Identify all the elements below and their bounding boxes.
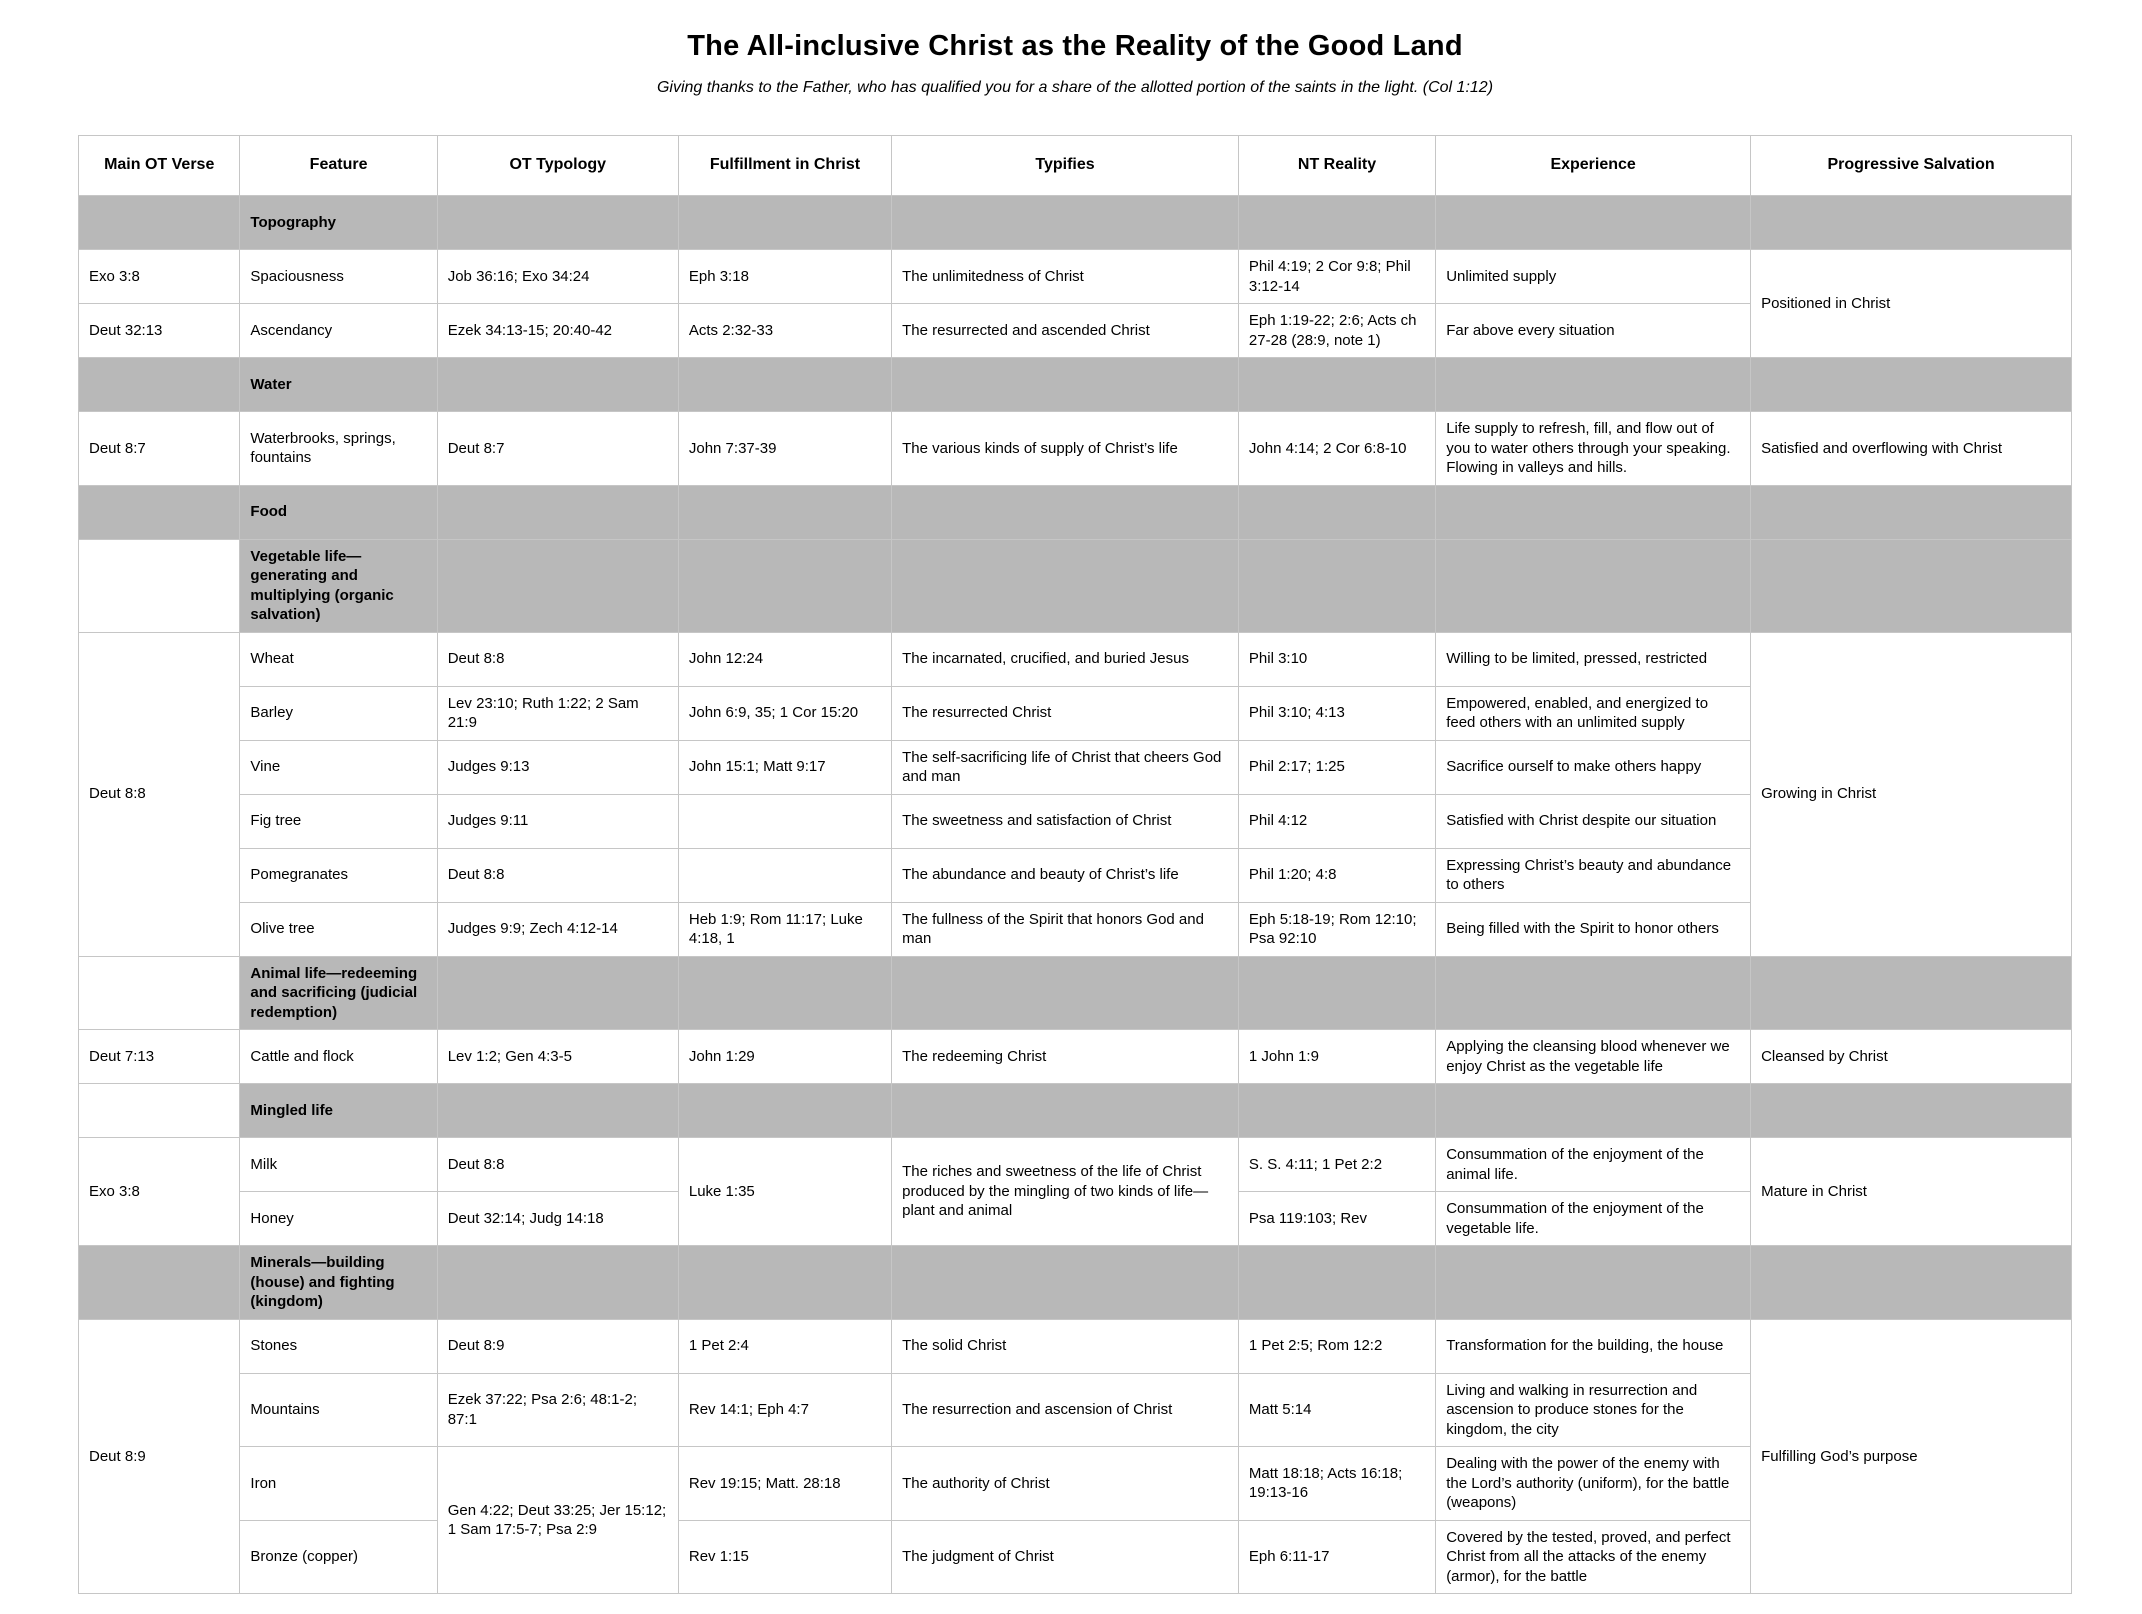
- table-cell: Gen 4:22; Deut 33:25; Jer 15:12; 1 Sam 17:5-7; Psa 2:9: [437, 1447, 678, 1594]
- table-cell: John 1:29: [678, 1030, 891, 1084]
- table-cell: Lev 1:2; Gen 4:3-5: [437, 1030, 678, 1084]
- header-row: [79, 136, 2072, 196]
- section-label: Water: [240, 358, 437, 412]
- section-label: Minerals—building (house) and fighting (kingdom): [240, 1246, 437, 1320]
- column-header-feature: Feature: [240, 136, 437, 196]
- section-cell: [892, 1246, 1239, 1320]
- table-cell: Olive tree: [240, 902, 437, 956]
- table-cell: The redeeming Christ: [892, 1030, 1239, 1084]
- column-header-experience: Experience: [1436, 136, 1751, 196]
- table-cell: Deut 8:7: [79, 412, 240, 486]
- table-header: [79, 136, 2072, 196]
- table-cell: Phil 4:19; 2 Cor 9:8; Phil 3:12-14: [1238, 250, 1435, 304]
- table-cell: Willing to be limited, pressed, restricted: [1436, 632, 1751, 686]
- section-cell: [437, 485, 678, 539]
- table-cell: Phil 3:10; 4:13: [1238, 686, 1435, 740]
- table-cell: The resurrected Christ: [892, 686, 1239, 740]
- section-row: [79, 1084, 2072, 1138]
- table-cell: Consummation of the enjoyment of the animal life.: [1436, 1138, 1751, 1192]
- table-cell: Phil 2:17; 1:25: [1238, 740, 1435, 794]
- section-cell: [1751, 485, 2072, 539]
- section-cell: [1436, 358, 1751, 412]
- table-cell: Phil 4:12: [1238, 794, 1435, 848]
- section-cell: [892, 358, 1239, 412]
- section-label: Vegetable life—generating and multiplying (organic salvation): [240, 539, 437, 632]
- section-cell: [79, 539, 240, 632]
- table-cell: Vine: [240, 740, 437, 794]
- section-cell: [1238, 358, 1435, 412]
- table-cell: The resurrection and ascension of Christ: [892, 1373, 1239, 1447]
- table-cell: Deut 7:13: [79, 1030, 240, 1084]
- section-cell: [678, 358, 891, 412]
- table-cell: Deut 32:14; Judg 14:18: [437, 1192, 678, 1246]
- section-cell: [79, 196, 240, 250]
- table-cell: The various kinds of supply of Christ’s life: [892, 412, 1239, 486]
- table-cell: The sweetness and satisfaction of Christ: [892, 794, 1239, 848]
- table-cell: Ezek 37:22; Psa 2:6; 48:1-2; 87:1: [437, 1373, 678, 1447]
- table-cell: The fullness of the Spirit that honors God and man: [892, 902, 1239, 956]
- table-cell: [678, 848, 891, 902]
- section-cell: [1751, 1246, 2072, 1320]
- table-cell: Satisfied with Christ despite our situation: [1436, 794, 1751, 848]
- section-cell: [892, 956, 1239, 1030]
- table-cell: Deut 32:13: [79, 304, 240, 358]
- table-cell: The authority of Christ: [892, 1447, 1239, 1521]
- section-cell: [79, 956, 240, 1030]
- section-row: [79, 196, 2072, 250]
- section-row: [79, 485, 2072, 539]
- section-cell: [1436, 539, 1751, 632]
- table-cell: Satisfied and overflowing with Christ: [1751, 412, 2072, 486]
- table-cell: Deut 8:8: [79, 632, 240, 956]
- table-cell: Deut 8:8: [437, 1138, 678, 1192]
- table-cell: Wheat: [240, 632, 437, 686]
- table-body: [79, 196, 2072, 1594]
- section-cell: [1751, 539, 2072, 632]
- table-cell: The incarnated, crucified, and buried Jesus: [892, 632, 1239, 686]
- table-cell: Sacrifice ourself to make others happy: [1436, 740, 1751, 794]
- table-cell: Psa 119:103; Rev: [1238, 1192, 1435, 1246]
- table-cell: Positioned in Christ: [1751, 250, 2072, 358]
- section-cell: [437, 1246, 678, 1320]
- section-cell: [678, 539, 891, 632]
- table-cell: Mountains: [240, 1373, 437, 1447]
- section-row: [79, 956, 2072, 1030]
- table-cell: Exo 3:8: [79, 1138, 240, 1246]
- section-cell: [678, 485, 891, 539]
- section-label: Topography: [240, 196, 437, 250]
- section-cell: [1238, 1084, 1435, 1138]
- table-cell: Deut 8:8: [437, 848, 678, 902]
- table-cell: Fig tree: [240, 794, 437, 848]
- table-cell: [678, 794, 891, 848]
- table-cell: Life supply to refresh, fill, and flow out of you to water others through your speaking. Flowing in valleys and hills.: [1436, 412, 1751, 486]
- section-row: [79, 1246, 2072, 1320]
- table-cell: Eph 3:18: [678, 250, 891, 304]
- column-header-typifies: Typifies: [892, 136, 1239, 196]
- section-cell: [892, 485, 1239, 539]
- table-cell: John 12:24: [678, 632, 891, 686]
- table-cell: The riches and sweetness of the life of Christ produced by the mingling of two kinds of life—plant and animal: [892, 1138, 1239, 1246]
- table-cell: Judges 9:9; Zech 4:12-14: [437, 902, 678, 956]
- table-cell: Ascendancy: [240, 304, 437, 358]
- table-cell: Lev 23:10; Ruth 1:22; 2 Sam 21:9: [437, 686, 678, 740]
- section-cell: [1751, 956, 2072, 1030]
- section-cell: [1436, 196, 1751, 250]
- table-cell: Applying the cleansing blood whenever we enjoy Christ as the vegetable life: [1436, 1030, 1751, 1084]
- section-cell: [437, 358, 678, 412]
- table-cell: Eph 6:11-17: [1238, 1520, 1435, 1594]
- table-cell: John 15:1; Matt 9:17: [678, 740, 891, 794]
- table-cell: Cleansed by Christ: [1751, 1030, 2072, 1084]
- section-cell: [1436, 1084, 1751, 1138]
- table-row: [79, 250, 2072, 304]
- table-cell: Waterbrooks, springs, fountains: [240, 412, 437, 486]
- table-cell: Consummation of the enjoyment of the vegetable life.: [1436, 1192, 1751, 1246]
- section-cell: [1238, 956, 1435, 1030]
- section-cell: [1436, 956, 1751, 1030]
- section-label: Animal life—redeeming and sacrificing (judicial redemption): [240, 956, 437, 1030]
- table-cell: Exo 3:8: [79, 250, 240, 304]
- column-header-ot-typology: OT Typology: [437, 136, 678, 196]
- table-cell: Pomegranates: [240, 848, 437, 902]
- table-cell: Growing in Christ: [1751, 632, 2072, 956]
- table-cell: Eph 5:18-19; Rom 12:10; Psa 92:10: [1238, 902, 1435, 956]
- table-cell: Luke 1:35: [678, 1138, 891, 1246]
- table-row: [79, 412, 2072, 486]
- table-cell: Spaciousness: [240, 250, 437, 304]
- section-cell: [1436, 1246, 1751, 1320]
- table-cell: John 6:9, 35; 1 Cor 15:20: [678, 686, 891, 740]
- section-cell: [1436, 485, 1751, 539]
- table-cell: Rev 14:1; Eph 4:7: [678, 1373, 891, 1447]
- table-cell: Eph 1:19-22; 2:6; Acts ch 27-28 (28:9, note 1): [1238, 304, 1435, 358]
- table-cell: Phil 3:10: [1238, 632, 1435, 686]
- table-cell: John 7:37-39: [678, 412, 891, 486]
- table-cell: Fulfilling God’s purpose: [1751, 1319, 2072, 1594]
- section-cell: [1238, 196, 1435, 250]
- table-cell: Judges 9:13: [437, 740, 678, 794]
- table-cell: Transformation for the building, the house: [1436, 1319, 1751, 1373]
- table-cell: Matt 18:18; Acts 16:18; 19:13-16: [1238, 1447, 1435, 1521]
- table-cell: Deut 8:8: [437, 632, 678, 686]
- table-cell: The solid Christ: [892, 1319, 1239, 1373]
- section-cell: [79, 1084, 240, 1138]
- table-row: [79, 1138, 2072, 1192]
- section-cell: [1751, 1084, 2072, 1138]
- section-cell: [892, 196, 1239, 250]
- section-cell: [79, 1246, 240, 1320]
- table-cell: Judges 9:11: [437, 794, 678, 848]
- table-cell: Bronze (copper): [240, 1520, 437, 1594]
- table-cell: Job 36:16; Exo 34:24: [437, 250, 678, 304]
- table-cell: Acts 2:32-33: [678, 304, 891, 358]
- section-cell: [437, 539, 678, 632]
- section-cell: [678, 1084, 891, 1138]
- table-cell: The abundance and beauty of Christ’s life: [892, 848, 1239, 902]
- table-cell: The unlimitedness of Christ: [892, 250, 1239, 304]
- section-label: Mingled life: [240, 1084, 437, 1138]
- table-cell: Phil 1:20; 4:8: [1238, 848, 1435, 902]
- table-cell: The resurrected and ascended Christ: [892, 304, 1239, 358]
- table-row: [79, 1030, 2072, 1084]
- table-cell: Unlimited supply: [1436, 250, 1751, 304]
- good-land-table: [78, 135, 2072, 1594]
- table-cell: Far above every situation: [1436, 304, 1751, 358]
- table-cell: The judgment of Christ: [892, 1520, 1239, 1594]
- table-cell: Milk: [240, 1138, 437, 1192]
- table-cell: Mature in Christ: [1751, 1138, 2072, 1246]
- section-cell: [678, 956, 891, 1030]
- column-header-nt-reality: NT Reality: [1238, 136, 1435, 196]
- table-cell: Dealing with the power of the enemy with the Lord’s authority (uniform), for the battle (weapons): [1436, 1447, 1751, 1521]
- section-cell: [1238, 485, 1435, 539]
- section-label: Food: [240, 485, 437, 539]
- table-cell: Deut 8:7: [437, 412, 678, 486]
- table-cell: John 4:14; 2 Cor 6:8-10: [1238, 412, 1435, 486]
- table-cell: Barley: [240, 686, 437, 740]
- table-cell: 1 Pet 2:4: [678, 1319, 891, 1373]
- page-title: The All-inclusive Christ as the Reality of the Good Land: [687, 30, 1463, 62]
- table-row: [79, 632, 2072, 686]
- table-cell: Iron: [240, 1447, 437, 1521]
- section-cell: [1751, 196, 2072, 250]
- table-cell: Deut 8:9: [79, 1319, 240, 1594]
- table-row: [79, 1319, 2072, 1373]
- section-cell: [1238, 539, 1435, 632]
- section-cell: [437, 956, 678, 1030]
- column-header-fulfillment-in-christ: Fulfillment in Christ: [678, 136, 891, 196]
- table-cell: The self-sacrificing life of Christ that cheers God and man: [892, 740, 1239, 794]
- section-cell: [678, 196, 891, 250]
- table-cell: 1 Pet 2:5; Rom 12:2: [1238, 1319, 1435, 1373]
- section-cell: [437, 196, 678, 250]
- table-cell: Matt 5:14: [1238, 1373, 1435, 1447]
- column-header-progressive-salvation: Progressive Salvation: [1751, 136, 2072, 196]
- table-cell: Cattle and flock: [240, 1030, 437, 1084]
- table-cell: Rev 1:15: [678, 1520, 891, 1594]
- page-subtitle: Giving thanks to the Father, who has qualified you for a share of the allotted portion of the saints in the light. (Col 1:12): [656, 79, 1494, 96]
- table-cell: Deut 8:9: [437, 1319, 678, 1373]
- table-cell: Living and walking in resurrection and ascension to produce stones for the kingdom, the city: [1436, 1373, 1751, 1447]
- column-header-main-ot-verse: Main OT Verse: [79, 136, 240, 196]
- section-row: [79, 539, 2072, 632]
- section-cell: [79, 358, 240, 412]
- section-cell: [678, 1246, 891, 1320]
- section-row: [79, 358, 2072, 412]
- table-cell: Empowered, enabled, and energized to feed others with an unlimited supply: [1436, 686, 1751, 740]
- table-cell: Expressing Christ’s beauty and abundance to others: [1436, 848, 1751, 902]
- section-cell: [892, 539, 1239, 632]
- table-cell: Covered by the tested, proved, and perfect Christ from all the attacks of the enemy (armor), for the battle: [1436, 1520, 1751, 1594]
- section-cell: [1238, 1246, 1435, 1320]
- section-cell: [79, 485, 240, 539]
- section-cell: [437, 1084, 678, 1138]
- section-cell: [1751, 358, 2072, 412]
- table-cell: Rev 19:15; Matt. 28:18: [678, 1447, 891, 1521]
- section-cell: [892, 1084, 1239, 1138]
- table-cell: Honey: [240, 1192, 437, 1246]
- table-cell: Heb 1:9; Rom 11:17; Luke 4:18, 1: [678, 902, 891, 956]
- table-cell: Stones: [240, 1319, 437, 1373]
- table-cell: S. S. 4:11; 1 Pet 2:2: [1238, 1138, 1435, 1192]
- table-cell: 1 John 1:9: [1238, 1030, 1435, 1084]
- table-cell: Being filled with the Spirit to honor others: [1436, 902, 1751, 956]
- table-cell: Ezek 34:13-15; 20:40-42: [437, 304, 678, 358]
